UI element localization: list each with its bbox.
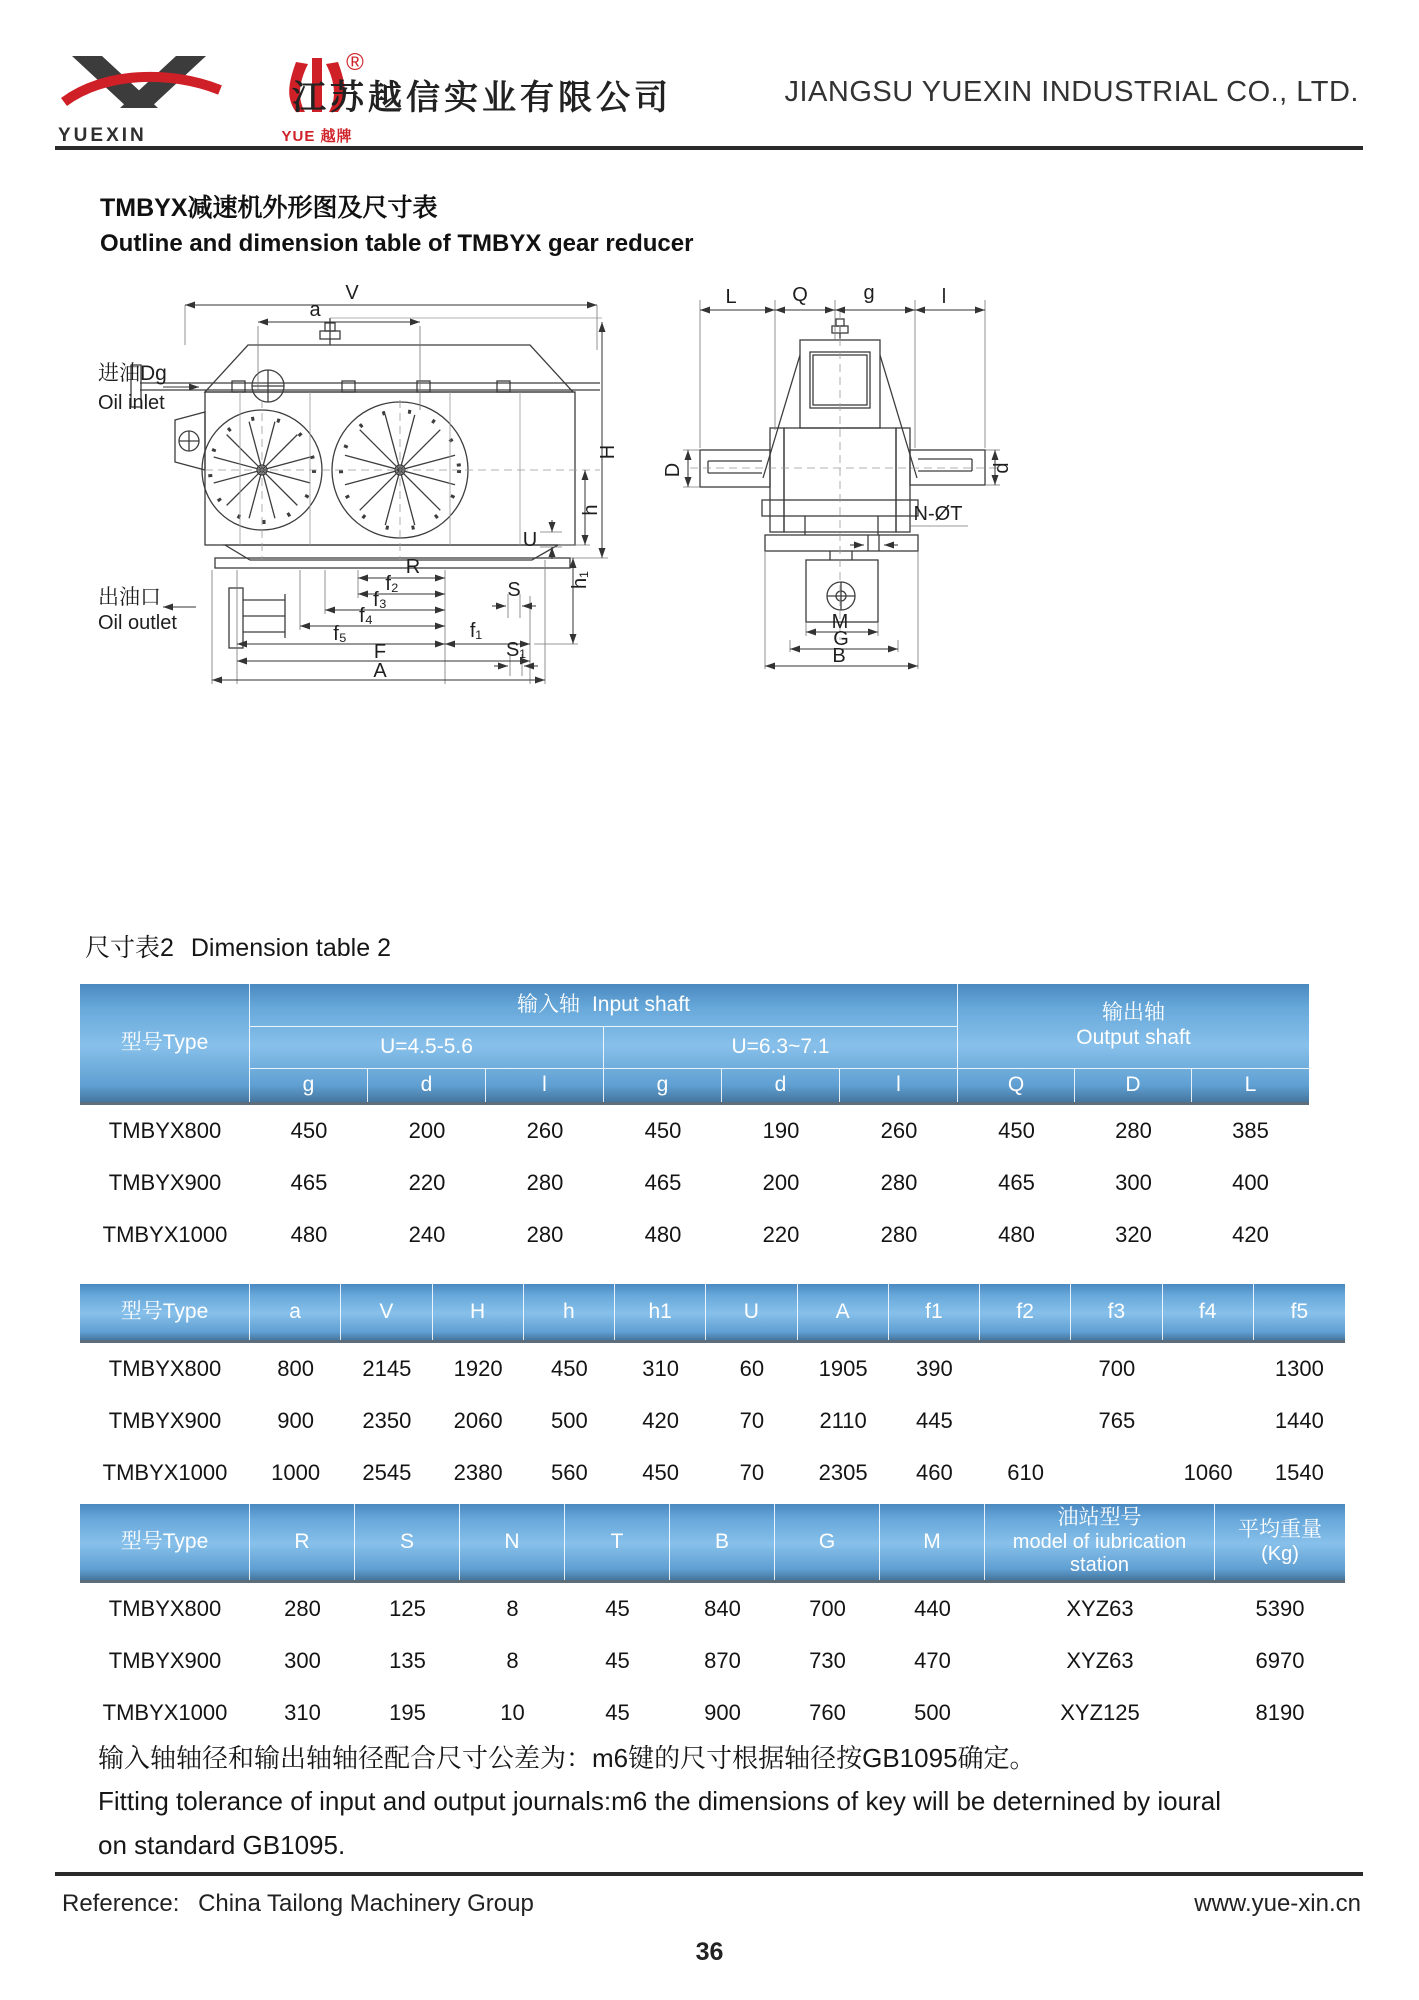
cell: 260 [526, 1118, 564, 1143]
dim-label-S: S [507, 579, 521, 601]
row-type: TMBYX1000 [102, 1222, 228, 1247]
cell: 2110 [819, 1408, 867, 1433]
cell: 450 [290, 1118, 328, 1143]
header-cell-lubrication-station [985, 1504, 1215, 1580]
company-name-en: JIANGSU YUEXIN INDUSTRIAL CO., LTD. [784, 76, 1359, 108]
cell-weight: 8190 [1255, 1700, 1305, 1725]
company-name-cn: 江苏越信实业有限公司 [292, 79, 672, 117]
table-caption-en: Dimension table 2 [190, 934, 391, 962]
cell: 500 [914, 1700, 951, 1725]
table-row [80, 1209, 1309, 1261]
cell: 420 [1232, 1222, 1269, 1247]
dimension-table-3 [80, 1504, 1345, 1739]
table-row [80, 1395, 1345, 1447]
dim-label-F: F [373, 641, 387, 663]
header-cell: a [250, 1284, 341, 1340]
header-cell-type: 型号Type [80, 1504, 250, 1580]
cell: 280 [1115, 1118, 1152, 1143]
dim-label-n-ot: N-ØT [913, 503, 963, 525]
cell: 480 [998, 1222, 1035, 1247]
dimension-table-1 [80, 984, 1309, 1261]
cell: 760 [809, 1700, 846, 1725]
cell: 700 [1098, 1356, 1136, 1381]
cell [1163, 1395, 1254, 1447]
station-cn: 油站型号 [1057, 1506, 1142, 1530]
dim-label-G: G [833, 628, 849, 650]
cell: 280 [880, 1222, 918, 1247]
cell: 610 [1007, 1460, 1044, 1485]
dim-label-f3: f₃ [373, 589, 387, 611]
cell-station: XYZ63 [1066, 1596, 1134, 1621]
footer-rule [55, 1872, 1363, 1876]
dim-label-Q: Q [792, 284, 808, 306]
cell: 2350 [362, 1408, 412, 1433]
header-cell: D [1075, 1069, 1192, 1102]
cell: 730 [809, 1648, 846, 1673]
header-cell: N [460, 1504, 565, 1580]
cell: 70 [739, 1460, 765, 1485]
header-cell: T [565, 1504, 670, 1580]
logo-secondary-word: YUE 越牌 [281, 128, 353, 145]
cell: 450 [998, 1118, 1035, 1143]
cell: 200 [762, 1170, 800, 1195]
dim-label-f1: f₁ [469, 620, 483, 642]
header-group-input-shaft [250, 984, 958, 1027]
dim-label-f5: f₅ [333, 623, 347, 645]
dimension-table-2 [80, 1284, 1345, 1499]
output-shaft-en: Output shaft [1076, 1026, 1191, 1049]
header-cell: h [524, 1284, 615, 1340]
cell: 300 [284, 1648, 321, 1673]
header-cell-type: 型号Type [80, 984, 250, 1102]
row-type: TMBYX800 [108, 1596, 222, 1621]
cell: 45 [605, 1648, 630, 1673]
header-cell: d [368, 1069, 486, 1102]
header-cell-type: 型号Type [80, 1284, 250, 1340]
cell: 280 [526, 1222, 564, 1247]
header-cell: l [840, 1069, 958, 1102]
dim-label-h1: h₁ [569, 571, 591, 589]
cell: 220 [762, 1222, 800, 1247]
cell: 200 [408, 1118, 446, 1143]
oil-inlet-label-cn: 进油Dg [98, 362, 167, 385]
dim-label-U: U [522, 529, 538, 551]
cell: 1905 [818, 1356, 868, 1381]
output-shaft-cn: 输出轴 [1102, 1001, 1165, 1025]
cell: 2305 [818, 1460, 868, 1485]
dim-label-a: a [309, 299, 321, 321]
cell: 135 [389, 1648, 426, 1673]
cell: 390 [916, 1356, 953, 1381]
cell: 1540 [1274, 1460, 1324, 1485]
station-en: model of iubrication station [1012, 1530, 1187, 1577]
dim-label-g: g [863, 282, 875, 304]
cell: 870 [704, 1648, 741, 1673]
cell: 500 [551, 1408, 588, 1433]
cell-station: XYZ125 [1060, 1700, 1140, 1725]
cell [1163, 1343, 1254, 1395]
header-cell: V [341, 1284, 432, 1340]
cell: 10 [500, 1700, 525, 1725]
cell: 280 [880, 1170, 918, 1195]
cell: 190 [762, 1118, 800, 1143]
cell: 480 [644, 1222, 682, 1247]
cell: 700 [809, 1596, 846, 1621]
cell: 125 [389, 1596, 426, 1621]
dim-label-M: M [831, 611, 849, 633]
cell: 900 [704, 1700, 741, 1725]
cell: 480 [290, 1222, 328, 1247]
cell: 400 [1232, 1170, 1269, 1195]
cell: 1440 [1274, 1408, 1324, 1433]
reference-label: Reference: [62, 1890, 180, 1917]
dim-label-S1: S₁ [505, 639, 527, 661]
table3-header [80, 1504, 1345, 1583]
oil-inlet-label-en: Oil inlet [98, 392, 165, 414]
cell: 420 [642, 1408, 679, 1433]
input-shaft-en: Input shaft [591, 992, 691, 1016]
row-type: TMBYX800 [108, 1356, 222, 1381]
header-cell: Q [958, 1069, 1075, 1102]
page-number: 36 [695, 1938, 724, 1966]
table-row [80, 1343, 1345, 1395]
header-cell: A [798, 1284, 889, 1340]
cell: 195 [389, 1700, 426, 1725]
cell: 60 [739, 1356, 765, 1381]
side-view [700, 319, 985, 622]
cell: 260 [880, 1118, 918, 1143]
cell: 1300 [1274, 1356, 1324, 1381]
header-cell: f5 [1290, 1299, 1309, 1323]
cell [980, 1343, 1071, 1395]
cell: 2380 [453, 1460, 503, 1485]
cell [1071, 1447, 1162, 1499]
header-cell: f1 [889, 1284, 980, 1340]
table-row [80, 1447, 1345, 1499]
row-type: TMBYX900 [108, 1408, 222, 1433]
cell: 70 [739, 1408, 765, 1433]
row-type: TMBYX1000 [102, 1700, 228, 1725]
page-title-en: Outline and dimension table of TMBYX gear reducer [100, 230, 694, 257]
cell: 840 [704, 1596, 741, 1621]
row-type: TMBYX1000 [102, 1460, 228, 1485]
cell: 765 [1098, 1408, 1136, 1433]
cell: 300 [1115, 1170, 1152, 1195]
cell: 440 [914, 1596, 951, 1621]
table-caption-cn: 尺寸表2 [85, 934, 174, 962]
cell: 465 [644, 1170, 682, 1195]
cell [980, 1395, 1071, 1447]
header-cell-u-range-1: U=4.5-5.6 [250, 1027, 604, 1069]
reference-line [62, 1890, 534, 1918]
page-title-cn: TMBYX减速机外形图及尺寸表 [100, 194, 438, 222]
header-cell: g [604, 1069, 722, 1102]
cell: 560 [551, 1460, 588, 1485]
oil-outlet-label-en: Oil outlet [98, 612, 177, 634]
table-caption [85, 928, 391, 964]
dim-label-f4: f₄ [359, 605, 373, 627]
cell: 2545 [362, 1460, 412, 1485]
gear-reducer-outline-drawing [55, 265, 1130, 715]
header-cell-average-weight [1215, 1504, 1345, 1580]
table-row [80, 1583, 1345, 1635]
header-cell: g [250, 1069, 368, 1102]
cell: 450 [644, 1118, 682, 1143]
row-type: TMBYX900 [108, 1648, 222, 1673]
table2-header [80, 1284, 1345, 1343]
logo-primary-word: YUEXIN [58, 125, 147, 146]
table-row [80, 1105, 1309, 1157]
dim-label-B: B [832, 645, 846, 667]
cell: 45 [605, 1700, 630, 1725]
row-type: TMBYX900 [108, 1170, 222, 1195]
cell: 1060 [1183, 1460, 1233, 1485]
cell: 465 [290, 1170, 328, 1195]
header-cell: G [775, 1504, 880, 1580]
header-cell: f2 [980, 1284, 1071, 1340]
note-en-line1: Fitting tolerance of input and output journals:m6 the dimensions of key will be deternined by ioural [98, 1786, 1221, 1816]
cell: 460 [916, 1460, 953, 1485]
row-type: TMBYX800 [108, 1118, 222, 1143]
dim-label-R: R [405, 556, 421, 578]
weight-cn: 平均重量 [1238, 1517, 1322, 1541]
cell: 900 [277, 1408, 314, 1433]
dim-label-d: d [991, 462, 1013, 474]
dim-label-D: D [662, 462, 684, 478]
dim-label-H: H [597, 444, 619, 460]
header-cell: L [1244, 1073, 1257, 1097]
cell: 450 [642, 1460, 679, 1485]
reference-value: China Tailong Machinery Group [198, 1890, 534, 1917]
cell: 1920 [453, 1356, 503, 1381]
note-cn: 输入轴轴径和输出轴轴径配合尺寸公差为：m6键的尺寸根据轴径按GB1095确定。 [98, 1743, 1036, 1773]
cell-weight: 5390 [1255, 1596, 1305, 1621]
cell: 310 [642, 1356, 679, 1381]
header-cell: h1 [615, 1284, 706, 1340]
header-cell: d [722, 1069, 840, 1102]
dim-label-l: l [941, 286, 947, 308]
oil-outlet-label-cn: 出油口 [98, 586, 161, 609]
header-cell: S [355, 1504, 460, 1580]
cell: 465 [998, 1170, 1035, 1195]
input-shaft-cn: 输入轴 [516, 992, 580, 1016]
cell-station: XYZ63 [1066, 1648, 1134, 1673]
dim-label-L: L [725, 286, 737, 308]
table-row [80, 1635, 1345, 1687]
cell: 450 [551, 1356, 588, 1381]
header-cell: f3 [1071, 1284, 1162, 1340]
cell: 280 [526, 1170, 564, 1195]
website-link[interactable]: www.yue-xin.cn [1194, 1890, 1361, 1917]
header-cell: M [880, 1504, 985, 1580]
header-cell: U [706, 1284, 797, 1340]
dim-label-V: V [345, 282, 359, 304]
side-view-centerlines [690, 312, 1000, 640]
table-row [80, 1687, 1345, 1739]
cell: 470 [914, 1648, 951, 1673]
cell: 8 [506, 1596, 519, 1621]
cell: 310 [284, 1700, 321, 1725]
table1-header [80, 984, 1309, 1105]
header-cell: B [670, 1504, 775, 1580]
yuexin-logo-mark [58, 50, 233, 120]
cell: 445 [916, 1408, 953, 1433]
cell: 280 [284, 1596, 321, 1621]
registered-mark: ® [346, 49, 364, 76]
cell: 2060 [453, 1408, 503, 1433]
header-rule [55, 146, 1363, 150]
cell-weight: 6970 [1255, 1648, 1305, 1673]
dim-label-h: h [580, 504, 602, 516]
cell: 45 [605, 1596, 630, 1621]
cell: 800 [277, 1356, 314, 1381]
header-cell: f4 [1163, 1284, 1254, 1340]
cell: 2145 [362, 1356, 412, 1381]
cell: 240 [408, 1222, 446, 1247]
header-cell: H [433, 1284, 524, 1340]
dim-label-f2: f₂ [385, 573, 399, 595]
dim-label-A: A [373, 660, 387, 682]
yuexin-logo [58, 50, 233, 145]
table-row [80, 1157, 1309, 1209]
header-cell: R [250, 1504, 355, 1580]
header-cell-u-range-2: U=6.3~7.1 [604, 1027, 958, 1069]
cell: 8 [506, 1648, 519, 1673]
cell: 1000 [271, 1460, 321, 1485]
header-group-output-shaft [958, 984, 1309, 1069]
header-cell: l [486, 1069, 604, 1102]
note-en-line2: on standard GB1095. [98, 1830, 346, 1860]
cell: 385 [1232, 1118, 1269, 1143]
weight-en: (Kg) [1261, 1542, 1299, 1565]
cell: 320 [1115, 1222, 1152, 1247]
cell: 220 [408, 1170, 446, 1195]
